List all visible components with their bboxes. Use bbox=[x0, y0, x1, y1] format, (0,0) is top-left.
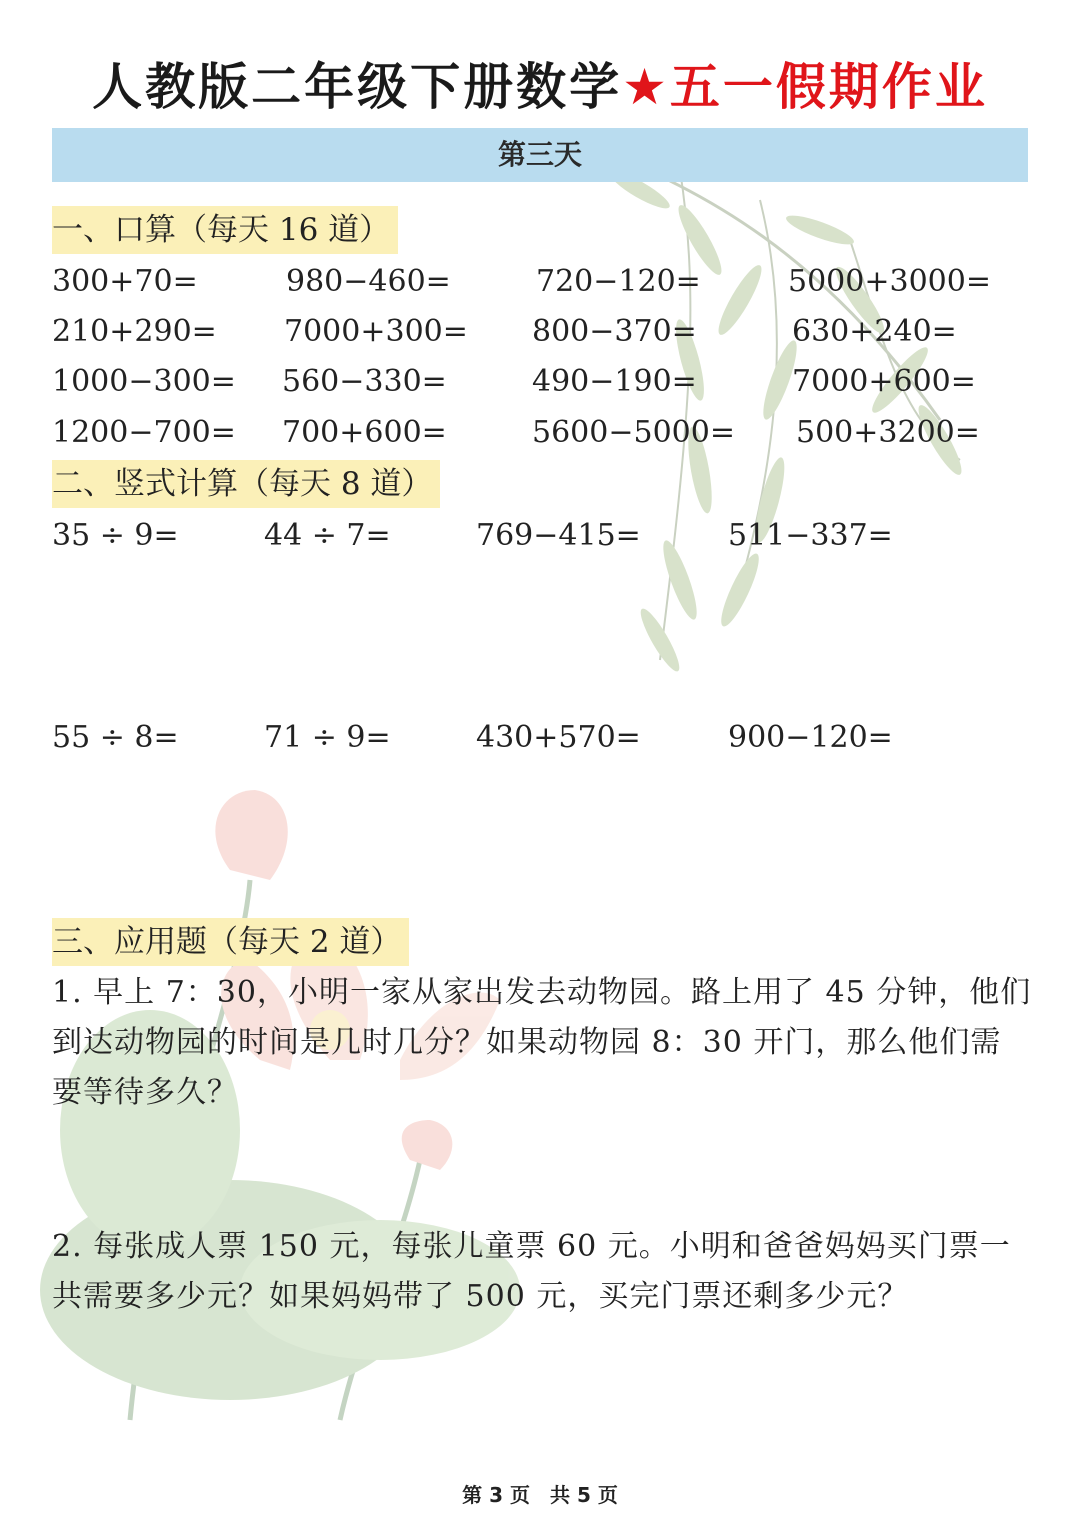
oral-problem: 5000+3000= bbox=[788, 264, 991, 299]
section1-heading: 一、口算（每天 16 道） bbox=[52, 206, 398, 254]
column-problem: 900−120= bbox=[728, 720, 893, 755]
oral-problem: 800−370= bbox=[532, 314, 697, 349]
star-icon: ★ bbox=[622, 58, 670, 116]
oral-problem: 500+3200= bbox=[796, 415, 980, 450]
oral-problem: 210+290= bbox=[52, 314, 217, 349]
oral-problem: 7000+300= bbox=[284, 314, 468, 349]
oral-problem: 720−120= bbox=[536, 264, 701, 299]
word-problem-2: 2. 每张成人票 150 元，每张儿童票 60 元。小明和爸爸妈妈买门票一共需要多少元？如果妈妈带了 500 元，买完门票还剩多少元？ bbox=[52, 1229, 1011, 1314]
oral-problem: 490−190= bbox=[532, 364, 697, 399]
column-problem: 35 ÷ 9= bbox=[52, 518, 179, 553]
oral-problem: 300+70= bbox=[52, 264, 198, 299]
column-problem: 71 ÷ 9= bbox=[264, 720, 391, 755]
column-problem: 769−415= bbox=[476, 518, 641, 553]
column-problem: 44 ÷ 7= bbox=[264, 518, 391, 553]
page-title bbox=[0, 52, 1080, 122]
title-accent: 五一假期作业 bbox=[669, 58, 988, 116]
column-problem: 430+570= bbox=[476, 720, 641, 755]
oral-problem: 5600−5000= bbox=[532, 415, 735, 450]
oral-problem: 7000+600= bbox=[792, 364, 976, 399]
column-problem: 511−337= bbox=[728, 518, 893, 553]
title-main: 人教版二年级下册数学 bbox=[92, 58, 623, 116]
page-number: 第 3 页 共 5 页 bbox=[462, 1483, 618, 1507]
oral-problem: 700+600= bbox=[282, 415, 447, 450]
section3-heading: 三、应用题（每天 2 道） bbox=[52, 918, 409, 966]
oral-problem: 980−460= bbox=[286, 264, 451, 299]
day-label: 第三天 bbox=[497, 138, 582, 171]
oral-problem: 630+240= bbox=[792, 314, 957, 349]
oral-problem: 1000−300= bbox=[52, 364, 236, 399]
oral-problem: 1200−700= bbox=[52, 415, 236, 450]
section2-heading: 二、竖式计算（每天 8 道） bbox=[52, 460, 440, 508]
day-banner bbox=[52, 128, 1028, 182]
word-problem-1: 1. 早上 7：30，小明一家从家出发去动物园。路上用了 45 分钟，他们到达动物园的时间是几时几分？如果动物园 8：30 开门，那么他们需要等待多久？ bbox=[52, 975, 1032, 1110]
oral-problem: 560−330= bbox=[282, 364, 447, 399]
column-problem: 55 ÷ 8= bbox=[52, 720, 179, 755]
